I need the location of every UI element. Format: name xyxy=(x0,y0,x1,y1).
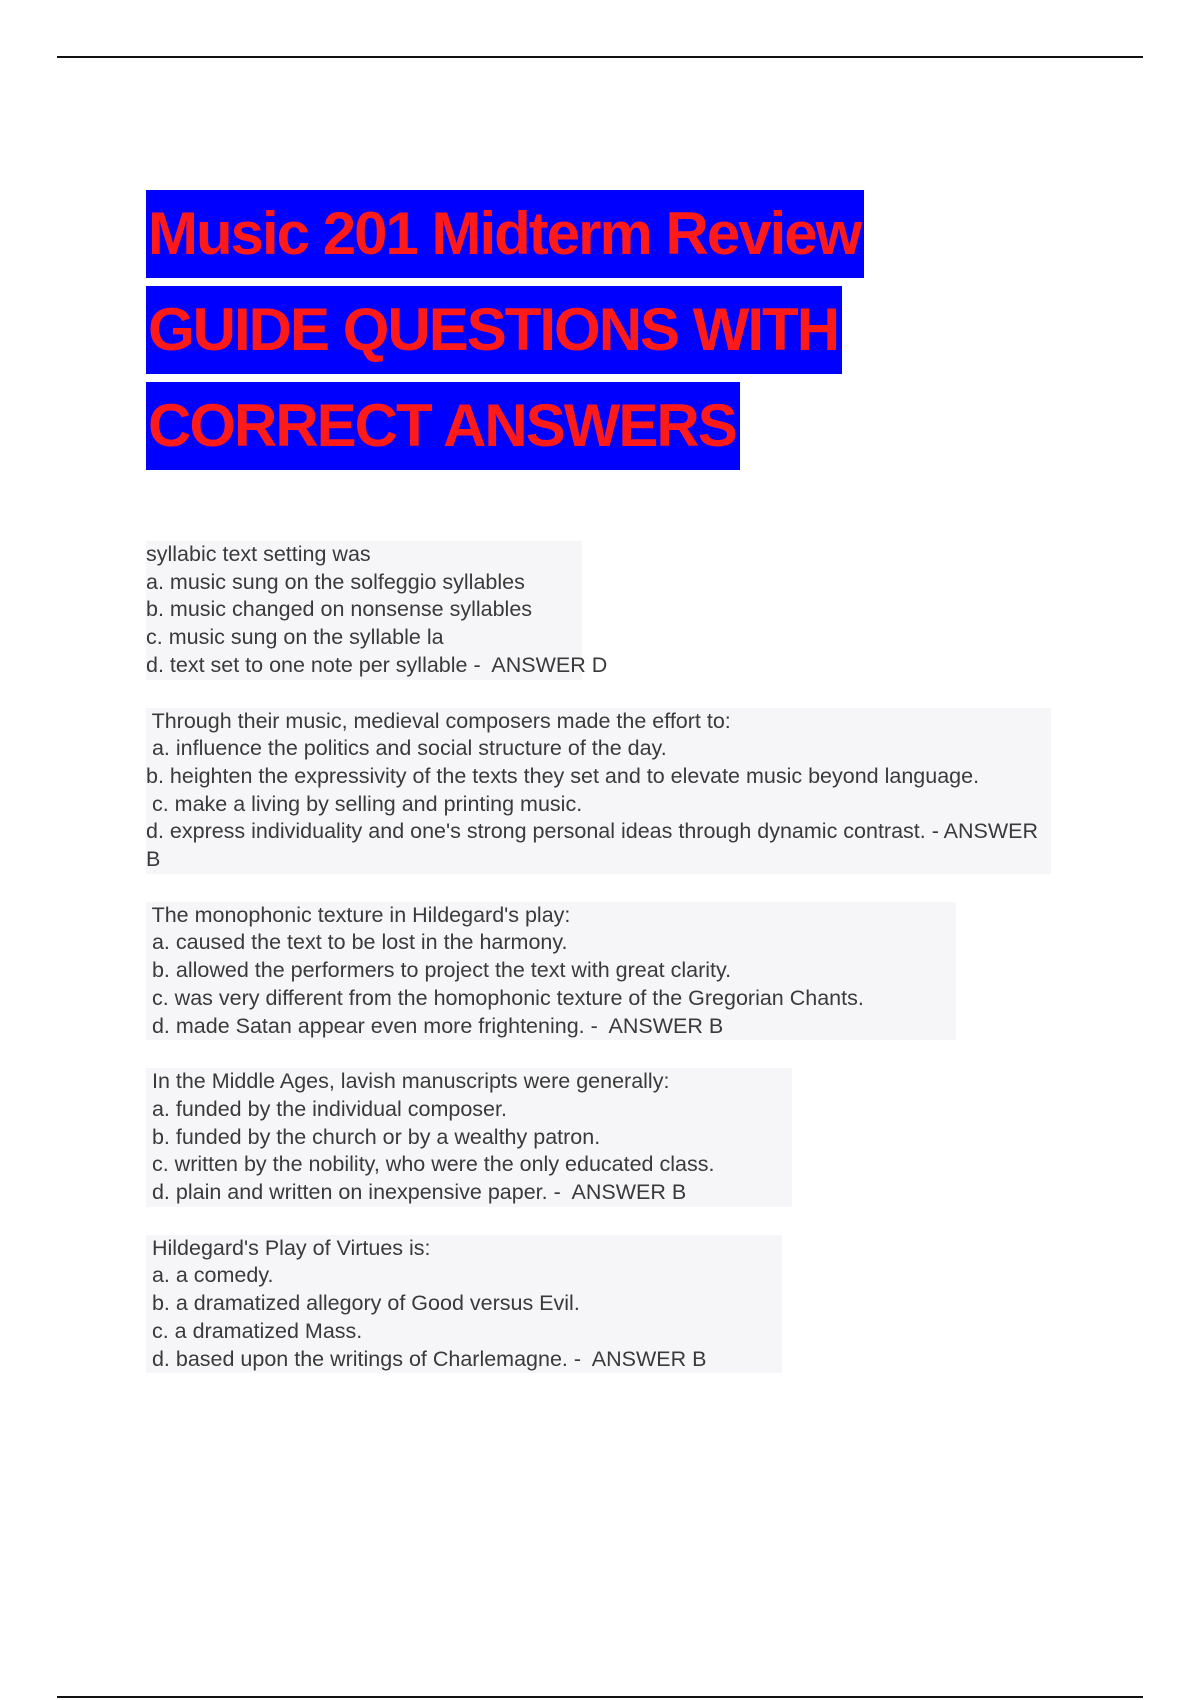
question-stem: In the Middle Ages, lavish manuscripts were generally: xyxy=(146,1069,670,1094)
option-a: a. a comedy. xyxy=(146,1263,274,1288)
option-a: a. funded by the individual composer. xyxy=(146,1096,507,1121)
title-line-2: GUIDE QUESTIONS WITH xyxy=(146,286,842,374)
title-line-1: Music 201 Midterm Review xyxy=(146,190,864,278)
question-stem: The monophonic texture in Hildegard's play: xyxy=(146,902,571,927)
option-d-answer: d. plain and written on inexpensive paper. - ANSWER B xyxy=(146,1180,687,1205)
option-c: c. music sung on the syllable la xyxy=(146,625,444,650)
option-a: a. influence the politics and social structure of the day. xyxy=(146,736,667,761)
option-c: c. a dramatized Mass. xyxy=(146,1318,363,1343)
option-b: b. heighten the expressivity of the texts they set and to elevate music beyond language. xyxy=(146,763,980,788)
question-stem: syllabic text setting was xyxy=(146,542,371,566)
bottom-rule xyxy=(57,1696,1143,1698)
question-stem: Hildegard's Play of Virtues is: xyxy=(146,1235,431,1260)
question-1 xyxy=(146,541,608,680)
option-c: c. was very different from the homophonic texture of the Gregorian Chants. xyxy=(146,985,864,1010)
option-b: b. allowed the performers to project the text with great clarity. xyxy=(146,958,732,983)
option-c: c. written by the nobility, who were the only educated class. xyxy=(146,1152,715,1177)
title-line-3: CORRECT ANSWERS xyxy=(146,382,740,470)
question-2 xyxy=(146,708,1051,874)
option-b: b. music changed on nonsense syllables xyxy=(146,597,533,622)
question-5 xyxy=(146,1235,782,1374)
option-c: c. make a living by selling and printing music. xyxy=(146,791,583,816)
document-title xyxy=(146,190,864,478)
question-stem: Through their music, medieval composers made the effort to: xyxy=(146,708,731,733)
question-4 xyxy=(146,1068,792,1207)
option-d-answer: d. text set to one note per syllable - ANSWER D xyxy=(146,652,608,677)
option-b: b. a dramatized allegory of Good versus Evil. xyxy=(146,1291,580,1316)
option-d-answer: d. express individuality and one's strong personal ideas through dynamic contrast. - ANSWER B xyxy=(146,819,1039,872)
option-d-answer: d. based upon the writings of Charlemagne. - ANSWER B xyxy=(146,1346,707,1371)
option-b: b. funded by the church or by a wealthy patron. xyxy=(146,1124,601,1149)
option-a: a. music sung on the solfeggio syllables xyxy=(146,569,525,594)
top-rule xyxy=(57,56,1143,58)
option-d-answer: d. made Satan appear even more frightening. - ANSWER B xyxy=(146,1013,724,1038)
question-3 xyxy=(146,902,956,1041)
option-a: a. caused the text to be lost in the harmony. xyxy=(146,930,568,955)
question-list xyxy=(146,541,1066,1401)
